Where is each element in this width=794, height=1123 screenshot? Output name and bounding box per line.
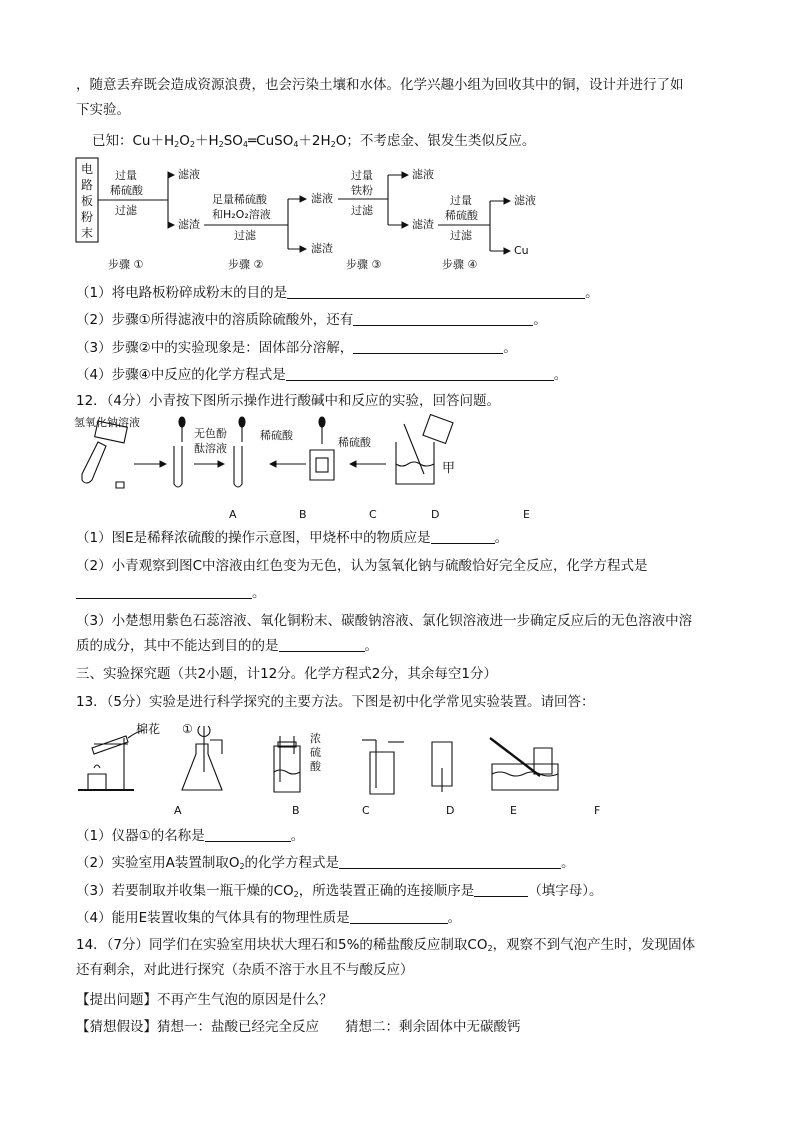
q13-fig-letter-c: C — [362, 804, 370, 817]
q13-part4: （4）能用E装置收集的气体具有的物理性质是 。 — [76, 910, 462, 926]
q13-label-acid-a: 浓 — [310, 732, 321, 745]
q13-fig-letter-f: F — [594, 804, 601, 817]
section-3-title: 三、实验探究题（共2小题，计12分。化学方程式2分，其余每空1分） — [76, 666, 497, 682]
answer-blank[interactable] — [205, 827, 291, 842]
q12-part3-line2: 质的成分，其中不能达到目的的是 。 — [76, 638, 378, 654]
reagent1-b: 稀硫酸 — [110, 184, 143, 197]
answer-blank[interactable] — [353, 311, 533, 326]
reagent4-b: 稀硫酸 — [445, 209, 478, 222]
q12-label-phenol-b: 酞溶液 — [194, 442, 227, 455]
q11-part1: （1）将电路板粉碎成粉末的目的是 。 — [76, 285, 599, 301]
reagent3-b: 铁粉 — [351, 184, 373, 197]
flow-arrows — [70, 155, 630, 275]
q13-fig-letter-b: B — [292, 804, 300, 817]
q14-hypothesis: 【猜想假设】猜想一：盐酸已经完全反应 猜想二：剩余固体中无碳酸钙 — [76, 1019, 521, 1035]
q12-label-acid-1: 稀硫酸 — [260, 429, 293, 442]
q13-label-acid-c: 酸 — [310, 760, 321, 773]
residue1: 滤渣 — [178, 218, 200, 231]
q12-part1: （1）图E是稀释浓硫酸的操作示意图，甲烧杯中的物质应是 。 — [76, 530, 509, 546]
q12-fig-letter-e: E — [523, 508, 530, 521]
filtrate3: 滤液 — [412, 168, 434, 181]
answer-blank[interactable] — [287, 284, 585, 299]
intro-line-2: 下实验。 — [76, 102, 130, 118]
q12-label-jia: 甲 — [442, 461, 456, 476]
q12-apparatus — [74, 414, 564, 524]
answer-blank[interactable] — [353, 339, 503, 354]
q13-figure — [74, 718, 614, 822]
filtrate4: 滤液 — [514, 194, 536, 207]
start-box-label: 电路板粉末 — [81, 162, 94, 240]
step-label-4: 步骤 ④ — [442, 258, 478, 271]
reagent4-a: 过量 — [450, 194, 472, 207]
filtrate2: 滤液 — [311, 192, 333, 205]
intro-line-1: ，随意丢弃既会造成资源浪费，也会污染土壤和水体。化学兴趣小组为回收其中的铜，设计并进行了如 — [76, 77, 684, 93]
answer-blank[interactable] — [474, 882, 528, 897]
q12-label-naoh: 氢氧化钠溶液 — [74, 416, 140, 429]
q12-figure — [74, 414, 564, 524]
reagent1-a: 过量 — [115, 169, 137, 182]
step-label-3: 步骤 ③ — [346, 258, 382, 271]
process-flow-diagram — [70, 155, 630, 275]
op3: 过滤 — [351, 204, 373, 217]
q12-part2-answer: 。 — [76, 583, 266, 603]
product-cu: Cu — [514, 244, 529, 257]
op1: 过滤 — [115, 204, 137, 217]
q13-part1: （1）仪器①的名称是 。 — [76, 828, 305, 844]
op4: 过滤 — [450, 229, 472, 242]
q13-label-instrument-1: ① — [182, 722, 193, 736]
q12-fig-letter-b: B — [299, 508, 307, 521]
answer-blank[interactable] — [350, 909, 448, 924]
q11-part2: （2）步骤①所得滤液中的溶质除硫酸外，还有 。 — [76, 312, 547, 328]
q13-label-cotton: 棉花 — [136, 722, 161, 736]
op2: 过滤 — [234, 229, 256, 242]
q12-fig-letter-a: A — [229, 508, 237, 521]
q13-fig-letter-d: D — [446, 804, 455, 817]
q12-part2: （2）小青观察到图C中溶液由红色变为无色，认为氢氧化钠与硫酸恰好完全反应，化学方程式是 — [76, 558, 648, 574]
q13-fig-letter-a: A — [174, 804, 182, 817]
q12-fig-letter-c: C — [369, 508, 377, 521]
answer-blank[interactable] — [279, 637, 365, 652]
q12-part3-line1: （3）小楚想用紫色石蕊溶液、氧化铜粉末、碳酸钠溶液、氯化钡溶液进一步确定反应后的无色溶液中溶 — [76, 613, 693, 629]
reagent2-a: 足量稀硫酸 — [212, 193, 267, 206]
known-equation: 已知：$Cu+H_2O_2+H_2SO_4═CuSO_4+2H_2O$；不考虑金、银发生类似反应。 — [92, 133, 536, 149]
residue2: 滤渣 — [311, 242, 333, 255]
filtrate1: 滤液 — [178, 168, 200, 181]
q13-label-acid-b: 硫 — [310, 746, 321, 759]
q12-label-phenol-a: 无色酚 — [194, 427, 227, 440]
reagent2-b: 和H₂O₂溶液 — [212, 208, 271, 221]
q12-fig-letter-d: D — [431, 508, 440, 521]
q14-line2: 还有剩余，对此进行探究（杂质不溶于水且不与酸反应） — [76, 962, 414, 978]
step-label-2: 步骤 ② — [228, 258, 264, 271]
q13-part2: （2）实验室用A装置制取$O_2$的化学方程式是 。 — [76, 855, 575, 871]
q11-part3: （3）步骤②中的实验现象是：固体部分溶解， 。 — [76, 340, 517, 356]
q12-label-acid-2: 稀硫酸 — [338, 436, 371, 449]
q14-question: 【提出问题】不再产生气泡的原因是什么？ — [76, 992, 333, 1008]
answer-blank[interactable] — [339, 854, 561, 869]
q13-fig-letter-e: E — [510, 804, 517, 817]
q14-line1: 14．（7分）同学们在实验室用块状大理石和5%的稀盐酸反应制取$CO_2$，观察不到气泡产生时，发现固体 — [76, 937, 696, 953]
q13-part3: （3）若要制取并收集一瓶干燥的$CO_2$，所选装置正确的连接顺序是 （填字母）。 — [76, 883, 603, 899]
q12-title: 12．（4分）小青按下图所示操作进行酸碱中和反应的实验，回答问题。 — [76, 393, 501, 409]
residue3: 滤渣 — [412, 218, 434, 231]
answer-blank[interactable] — [286, 366, 554, 381]
answer-blank[interactable] — [76, 584, 252, 599]
q11-part4: （4）步骤④中反应的化学方程式是 。 — [76, 367, 568, 383]
reagent3-a: 过量 — [351, 169, 373, 182]
step-label-1: 步骤 ① — [108, 258, 144, 271]
q13-title: 13．（5分）实验是进行科学探究的主要方法。下图是初中化学常见实验装置。请回答： — [76, 694, 595, 710]
answer-blank[interactable] — [431, 529, 495, 544]
